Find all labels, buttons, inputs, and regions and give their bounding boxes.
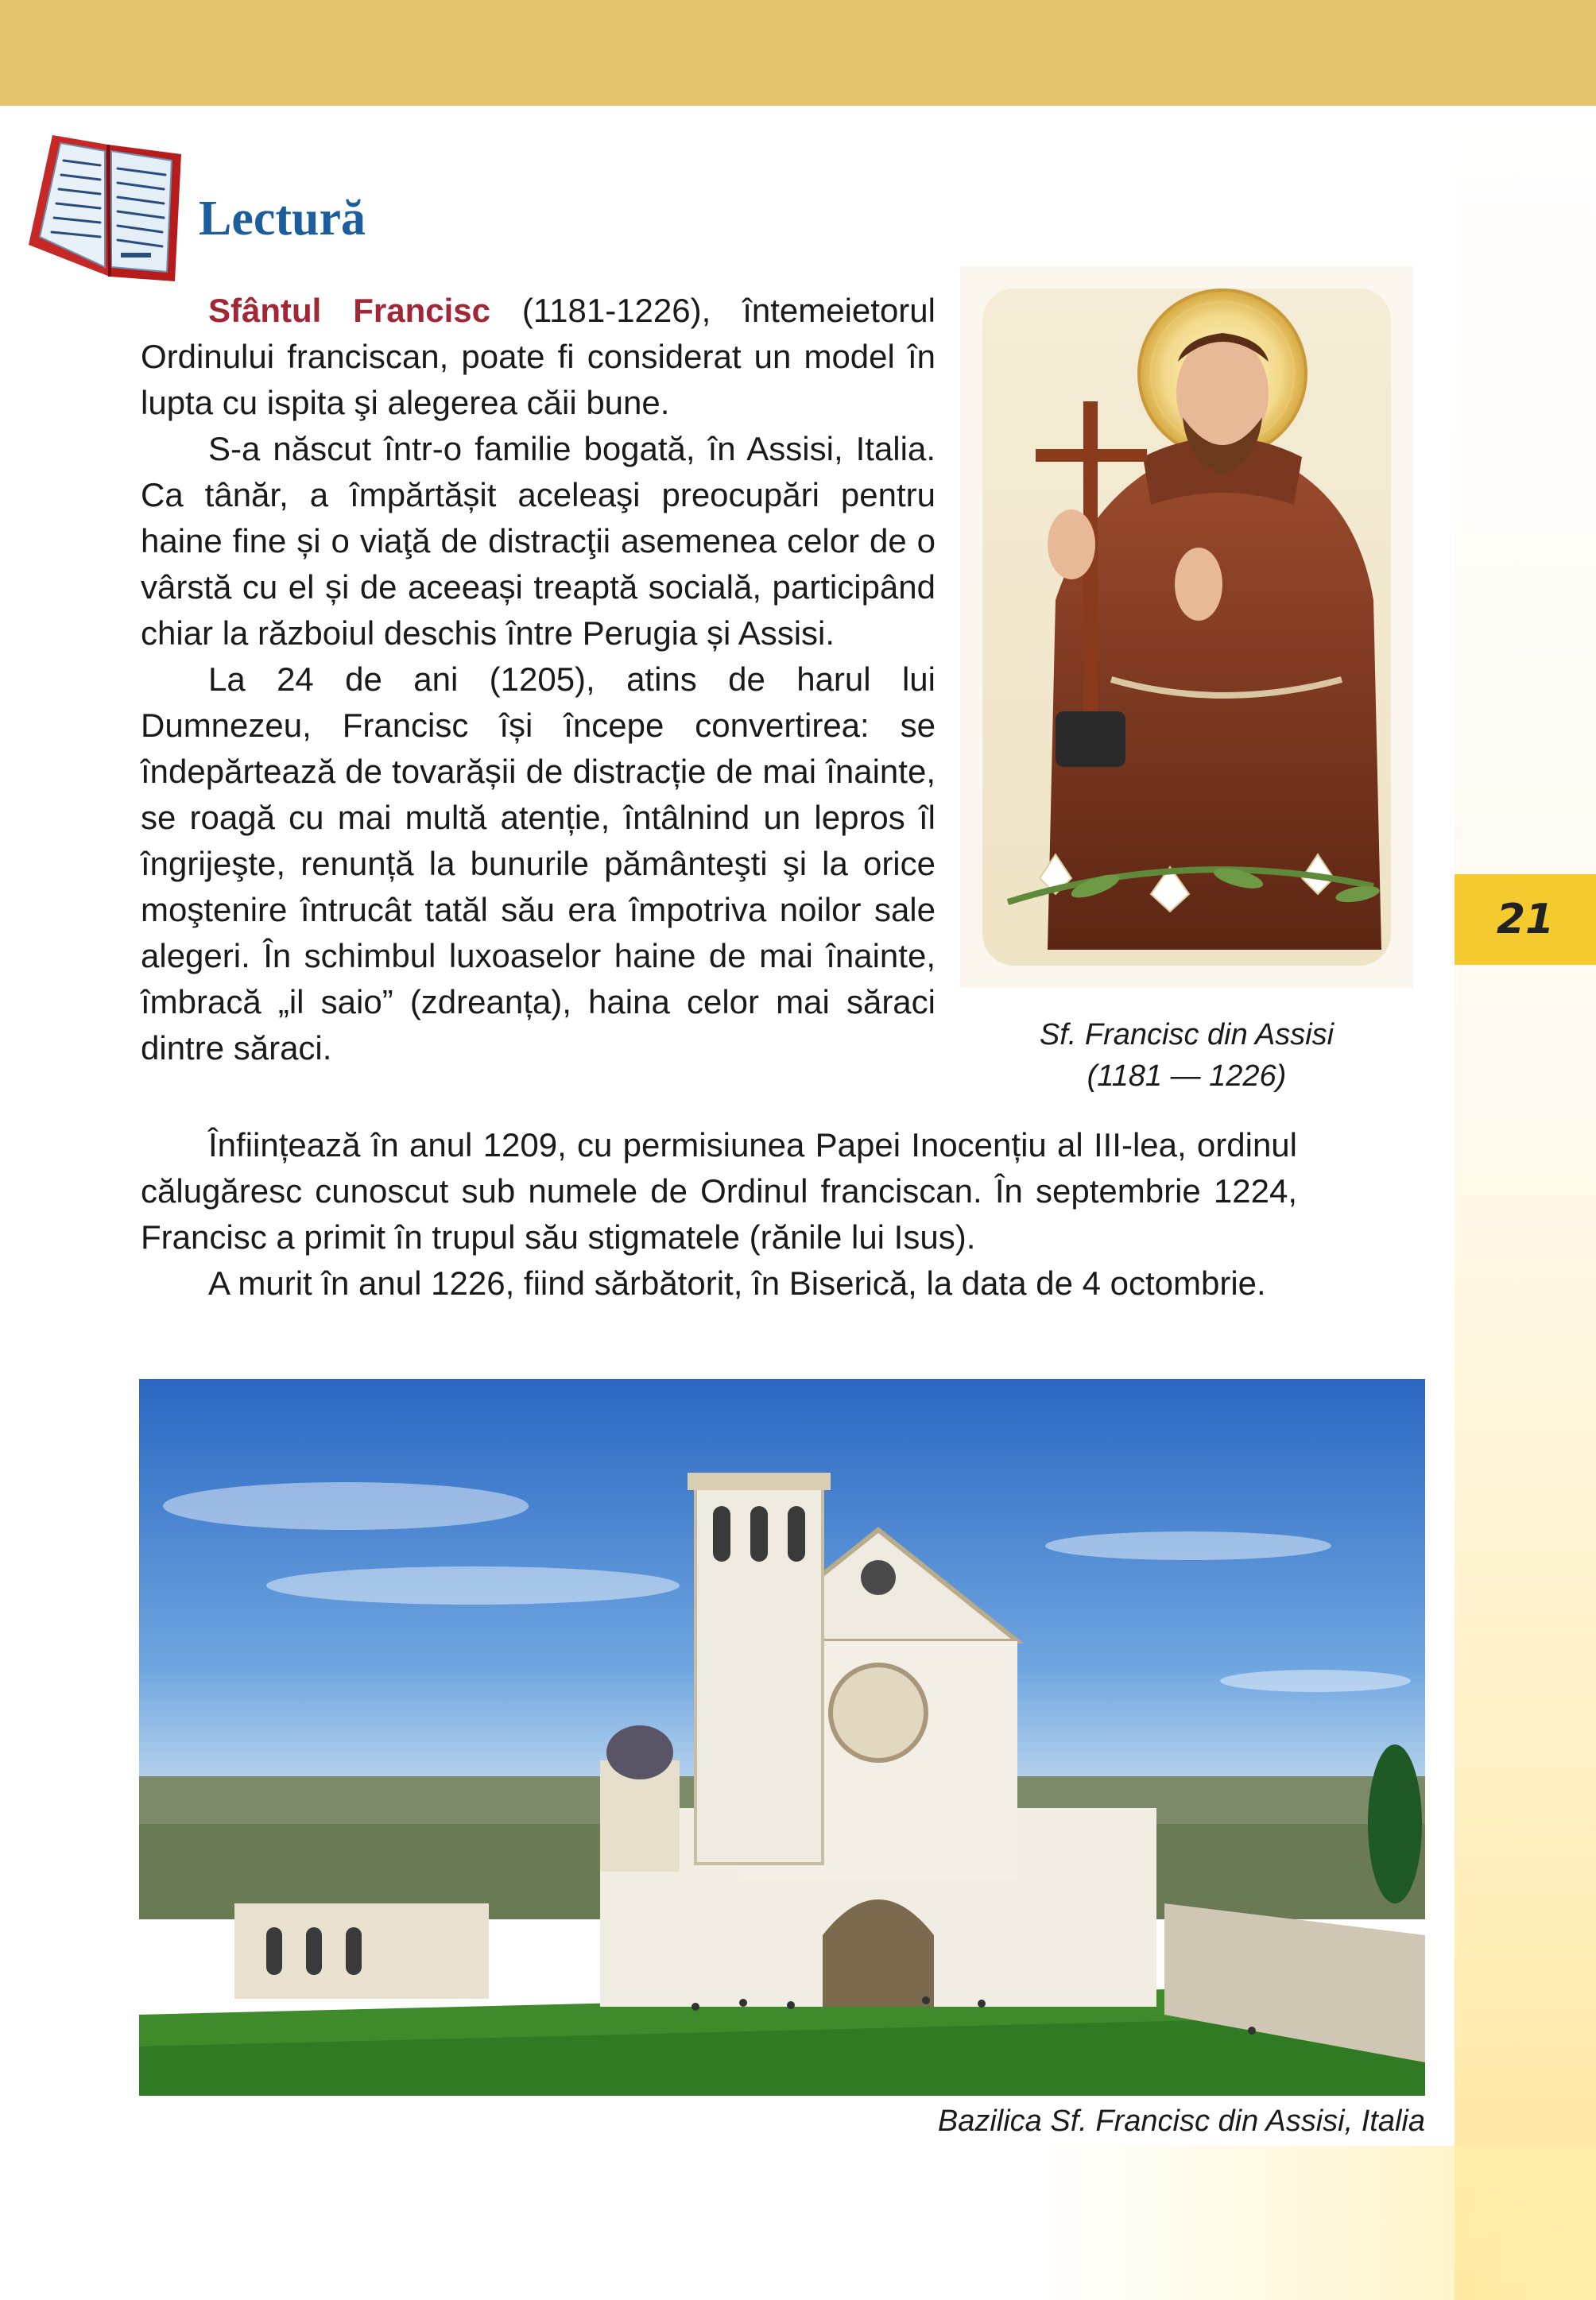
section-title: Lectură [199,192,366,246]
portrait-caption-line-1: Sf. Francisc din Assisi [1039,1018,1335,1051]
portrait-caption [960,1014,1413,1097]
right-margin-strip [1455,106,1596,2300]
basilica-caption: Bazilica Sf. Francisc din Assisi, Italia [937,2104,1425,2138]
open-book-icon [22,126,193,288]
portrait-caption-line-2: (1181 — 1226) [1087,1059,1287,1093]
page-number: 21 [1496,896,1555,943]
bottom-glow [1033,2146,1596,2300]
saint-francis-portrait [960,266,1413,988]
basilica-photo [139,1379,1425,2096]
paragraph-4: Înființează în anul 1209, cu permisiunea Papei Inocențiu al III-lea, ordinul călugăresc cunoscut sub numele de Ordinul franciscan. În septembrie 1224, Francisc a primit în trupul său stigmatele (rănile lui Isus). [141,1126,1297,1256]
page-number-tab [1455,874,1596,965]
paragraph-1-text: (1181-1226), întemeietorul Ordinului franciscan, poate fi considerat un model în lupta cu ispita şi alegerea căii bune. [141,292,936,421]
paragraph-2: S-a născut într-o familie bogată, în Assisi, Italia. Ca tânăr, a împărtășit aceleaşi preocupări pentru haine fine și o viaţă de distracţii asemenea celor de o vârstă cu el și de aceeași treaptă socială, participând chiar la războiul deschis între Perugia și Assisi. [141,430,936,652]
top-color-band [0,0,1596,106]
paragraph-1 [141,288,936,426]
article-column-narrow [141,288,936,1071]
article-column-wide [141,1122,1297,1307]
saint-name: Sfântul Francisc [208,292,490,329]
paragraph-5: A murit în anul 1226, fiind sărbătorit, în Biserică, la data de 4 octombrie. [208,1264,1266,1302]
paragraph-3: La 24 de ani (1205), atins de harul lui Dumnezeu, Francisc își începe convertirea: se îndepărtează de tovarășii de distracție de mai înainte, se roagă cu mai multă atenție, întâlnind un lepros îl îngrijeşte, renunță la bunurile pământeşti şi la orice moştenire întrucât tatăl său era împotriva noilor sale alegeri. În schimbul luxoaselor haine de mai înainte, îmbracă „il saio” (zdreanța), haina celor mai săraci dintre săraci. [141,660,936,1067]
